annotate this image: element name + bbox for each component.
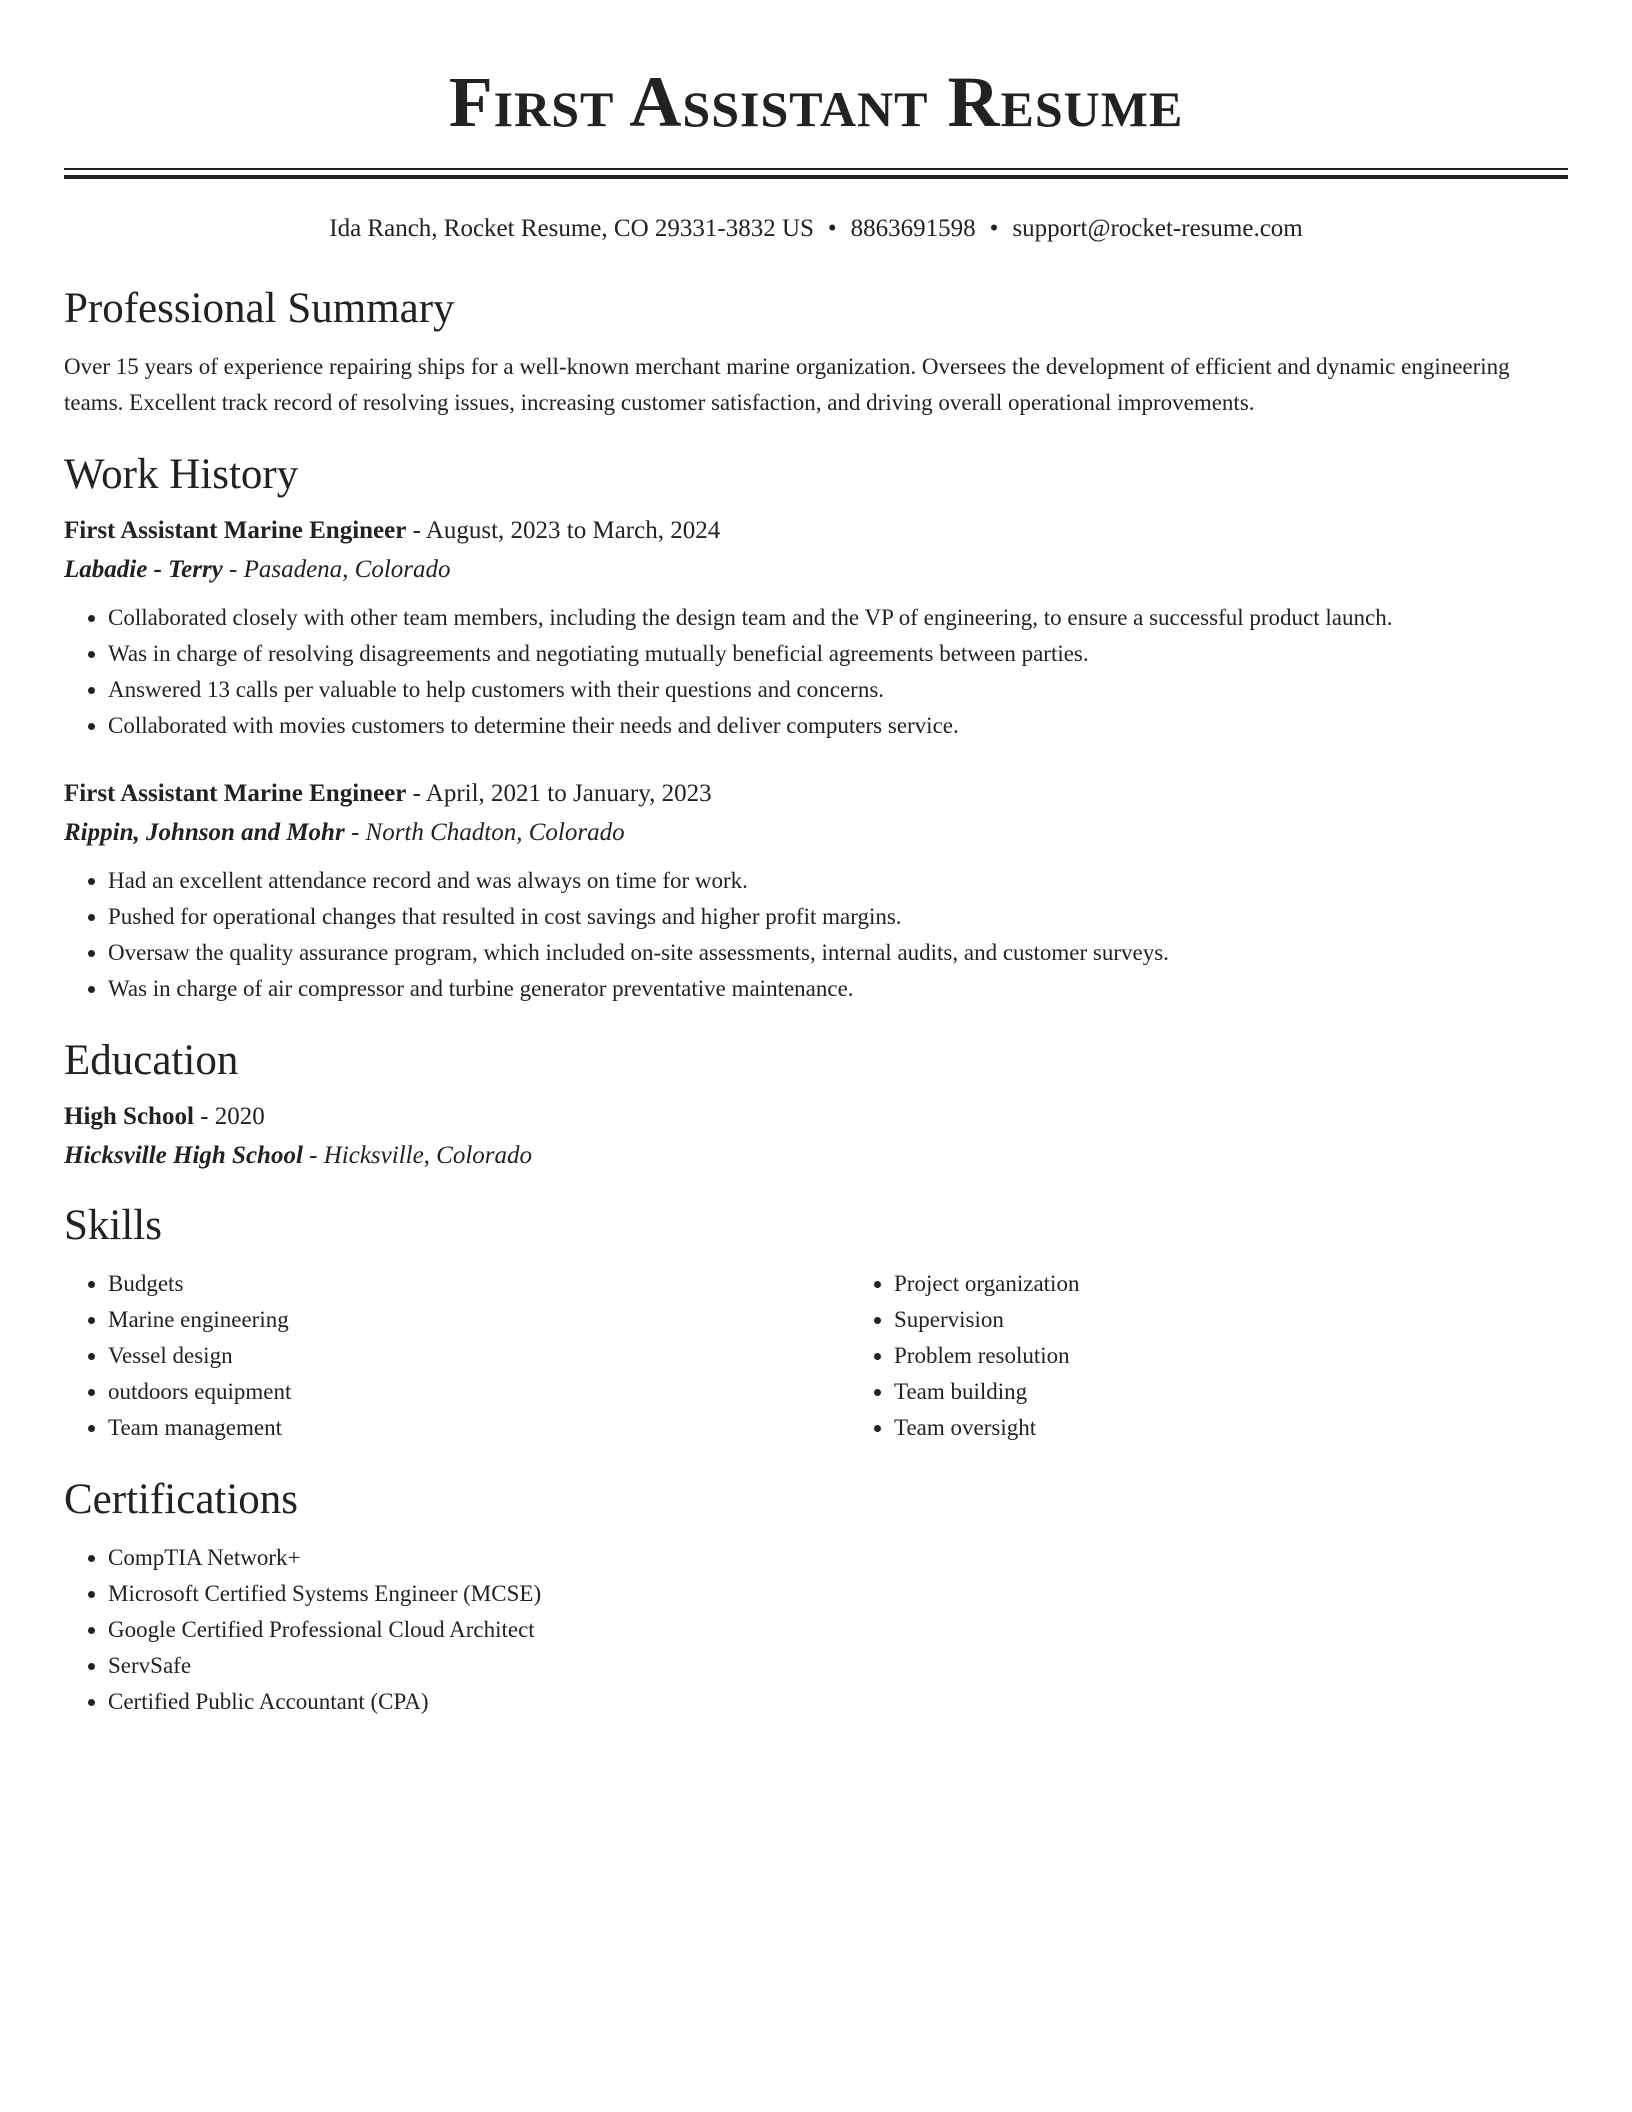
skills-section — [64, 1200, 1568, 1446]
education-location: - Hicksville, Colorado — [302, 1142, 533, 1169]
job-location: - North Chadton, Colorado — [344, 819, 625, 846]
skill-item: • Team building — [894, 1374, 1632, 1410]
skill-item: • Team management — [108, 1410, 850, 1446]
skills-columns — [64, 1266, 1568, 1446]
summary-section — [64, 283, 1568, 421]
skill-item: • Budgets — [108, 1266, 850, 1302]
job-bullet: • Was in charge of resolving disagreements and negotiating mutually beneficial agreements between parties. — [108, 636, 1568, 672]
skill-item: • Team oversight — [894, 1410, 1632, 1446]
education-heading: Education — [64, 1037, 239, 1084]
job-bullets — [64, 863, 1568, 1007]
job-company: Rippin, Johnson and Mohr — [64, 819, 345, 846]
job-company-line — [64, 817, 1568, 849]
certification-item: • ServSafe — [108, 1648, 1568, 1684]
job-title: First Assistant Marine Engineer — [64, 780, 407, 807]
job-bullet: • Answered 13 calls per valuable to help customers with their questions and concerns. — [108, 672, 1568, 708]
contact-phone: 8863691598 — [850, 215, 976, 242]
job-title-line — [64, 515, 1568, 547]
job-bullet: • Collaborated closely with other team members, including the design team and the VP of engineering, to ensure a successful product launch. — [108, 600, 1568, 636]
resume-title: First Assistant Resume — [448, 62, 1184, 142]
job-location: - Pasadena, Colorado — [222, 556, 451, 583]
education-degree: High School — [64, 1103, 194, 1130]
education-section — [64, 1035, 1568, 1172]
skill-item: • Supervision — [894, 1302, 1632, 1338]
job-bullet: • Had an excellent attendance record and was always on time for work. — [108, 863, 1568, 899]
job-bullets — [64, 600, 1568, 744]
contact-line — [64, 213, 1568, 245]
contact-address: Ida Ranch, Rocket Resume, CO 29331-3832 US — [329, 215, 814, 242]
certifications-section — [64, 1474, 1568, 1720]
skills-heading: Skills — [64, 1202, 162, 1249]
education-school-line — [64, 1140, 1568, 1172]
education-entry — [64, 1101, 1568, 1172]
job-company: Labadie - Terry — [64, 556, 223, 583]
skills-list-right — [850, 1266, 1632, 1446]
skill-item: • Marine engineering — [108, 1302, 850, 1338]
job-dates: - April, 2021 to January, 2023 — [406, 780, 712, 807]
certification-item: • Google Certified Professional Cloud Architect — [108, 1612, 1568, 1648]
skill-item: • Problem resolution — [894, 1338, 1632, 1374]
summary-heading: Professional Summary — [64, 285, 455, 332]
skill-item: • outdoors equipment — [108, 1374, 850, 1410]
job-dates: - August, 2023 to March, 2024 — [406, 517, 721, 544]
contact-email: support@rocket-resume.com — [1012, 215, 1303, 242]
divider-thin-line — [64, 168, 1568, 170]
skill-item: • Project organization — [894, 1266, 1632, 1302]
job-company-line — [64, 554, 1568, 586]
certifications-list — [64, 1540, 1568, 1720]
job-title: First Assistant Marine Engineer — [64, 517, 407, 544]
skills-list-left — [64, 1266, 850, 1446]
work-history-section — [64, 449, 1568, 1007]
certification-item: • CompTIA Network+ — [108, 1540, 1568, 1576]
job-entry — [64, 778, 1568, 1007]
education-year: - 2020 — [193, 1103, 265, 1130]
job-entry — [64, 515, 1568, 744]
job-title-line — [64, 778, 1568, 810]
job-bullet: • Pushed for operational changes that resulted in cost savings and higher profit margins. — [108, 899, 1568, 935]
certification-item: • Certified Public Accountant (CPA) — [108, 1684, 1568, 1720]
contact-separator: • — [989, 215, 999, 242]
contact-separator: • — [827, 215, 837, 242]
summary-text: Over 15 years of experience repairing ships for a well-known merchant marine organization. Oversees the development of efficient and dynamic engineering teams. Excellent track record of resolving issues, increasing customer satisfaction, and driving overall operational improvements. — [64, 354, 1510, 415]
education-school: Hicksville High School — [64, 1142, 303, 1169]
skill-item: • Vessel design — [108, 1338, 850, 1374]
job-bullet: • Collaborated with movies customers to determine their needs and deliver computers service. — [108, 708, 1568, 744]
job-bullet: • Was in charge of air compressor and turbine generator preventative maintenance. — [108, 971, 1568, 1007]
work-history-heading: Work History — [64, 451, 299, 498]
title-divider — [64, 168, 1568, 179]
education-degree-line — [64, 1101, 1568, 1133]
job-bullet: • Oversaw the quality assurance program, which included on-site assessments, internal audits, and customer surveys. — [108, 935, 1568, 971]
certification-item: • Microsoft Certified Systems Engineer (MCSE) — [108, 1576, 1568, 1612]
certifications-heading: Certifications — [64, 1476, 299, 1523]
divider-thick-line — [64, 175, 1568, 179]
